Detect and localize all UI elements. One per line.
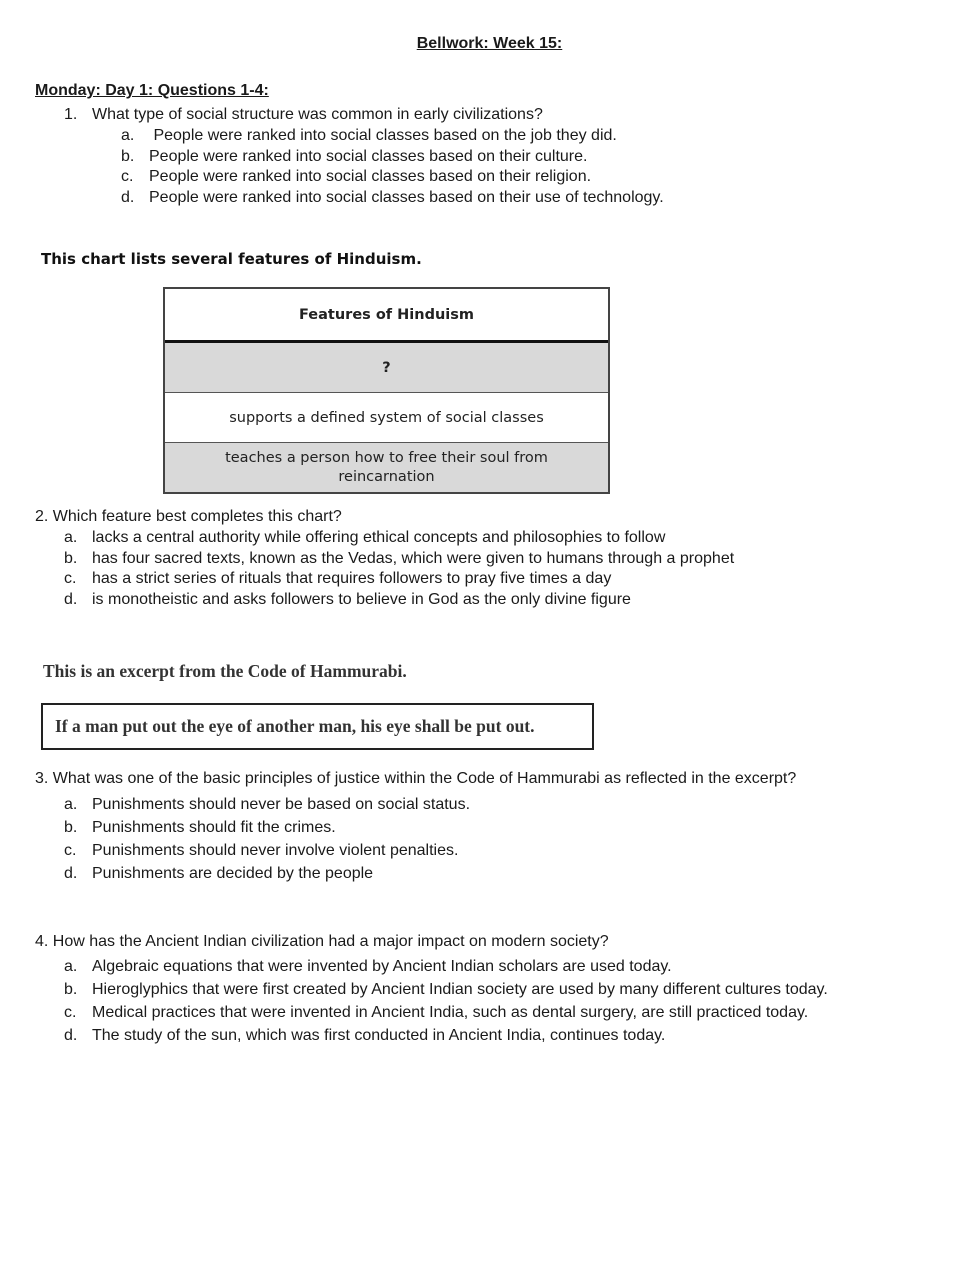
option-text: Punishments should fit the crimes. (92, 819, 336, 836)
option-d (64, 862, 470, 885)
option-letter: d. (64, 865, 78, 882)
option-b (121, 147, 664, 168)
option-letter: b. (64, 981, 78, 998)
option-text: People were ranked into social classes based on their use of technology. (149, 188, 664, 206)
option-text: Punishments should never involve violent penalties. (92, 842, 459, 859)
question-4: 4. How has the Ancient Indian civilization had a major impact on modern society? (35, 933, 609, 950)
option-letter: c. (64, 1004, 77, 1021)
option-d (64, 590, 734, 611)
option-c (64, 839, 470, 862)
option-letter: a. (64, 796, 78, 813)
option-text: Medical practices that were invented in Ancient India, such as dental surgery, are still practiced today. (92, 1004, 809, 1021)
option-b (64, 816, 470, 839)
option-letter: a. (64, 958, 78, 975)
option-text: Punishments are decided by the people (92, 865, 374, 882)
option-text: Punishments should never be based on social status. (92, 796, 471, 813)
option-text: People were ranked into social classes based on their culture. (149, 147, 588, 165)
page-title: Bellwork: Week 15: (416, 35, 563, 52)
question-4-options (64, 955, 828, 1047)
option-text: has a strict series of rituals that requires followers to pray five times a day (92, 570, 612, 587)
option-letter: b. (64, 819, 78, 836)
option-a (64, 528, 734, 549)
option-c (64, 569, 734, 590)
option-d (64, 1024, 828, 1047)
table-row: supports a defined system of social classes (165, 393, 608, 443)
option-letter: c. (64, 570, 77, 587)
question-text: What type of social structure was common in early civilizations? (92, 106, 543, 123)
option-b (64, 978, 828, 1001)
question-number: 1. (64, 106, 78, 123)
option-c (121, 167, 664, 188)
hinduism-features-table (163, 287, 610, 494)
question-3-options (64, 793, 470, 885)
option-text: Algebraic equations that were invented by Ancient Indian scholars are used today. (92, 958, 672, 975)
option-text: Hieroglyphics that were first created by Ancient Indian society are used by many different cultures today. (92, 981, 828, 998)
table-row: ? (165, 343, 608, 393)
option-a (64, 793, 470, 816)
question-2: 2. Which feature best completes this chart? (35, 508, 342, 525)
hinduism-caption: This chart lists several features of Hinduism. (41, 250, 422, 268)
option-a (121, 126, 664, 147)
option-text: is monotheistic and asks followers to believe in God as the only divine figure (92, 590, 631, 608)
option-text: The study of the sun, which was first conducted in Ancient India, continues today. (92, 1027, 666, 1044)
option-letter: d. (64, 590, 78, 608)
option-d (121, 188, 664, 209)
option-letter: b. (64, 549, 78, 567)
option-letter: d. (64, 1027, 78, 1044)
option-c (64, 1001, 828, 1024)
question-2-options (64, 528, 734, 610)
option-letter: c. (64, 842, 77, 859)
question-3: 3. What was one of the basic principles of justice within the Code of Hammurabi as reflected in the excerpt? (35, 770, 797, 787)
option-text: has four sacred texts, known as the Vedas, which were given to humans through a prophet (92, 549, 735, 567)
option-letter: a. (121, 127, 135, 144)
question-1-options (121, 126, 664, 208)
option-letter: c. (121, 168, 134, 185)
hammurabi-excerpt-box: If a man put out the eye of another man, his eye shall be put out. (41, 703, 594, 750)
option-text: People were ranked into social classes based on the job they did. (149, 127, 617, 144)
option-b (64, 549, 734, 570)
option-letter: d. (121, 188, 135, 206)
option-a (64, 955, 828, 978)
option-letter: b. (121, 147, 135, 165)
table-row: teaches a person how to free their soul from reincarnation (165, 443, 608, 492)
hammurabi-caption: This is an excerpt from the Code of Hammurabi. (43, 661, 407, 681)
option-text: People were ranked into social classes based on their religion. (149, 168, 592, 185)
question-1 (64, 106, 543, 124)
option-letter: a. (64, 529, 78, 546)
table-header: Features of Hinduism (165, 289, 608, 343)
section-heading: Monday: Day 1: Questions 1-4: (35, 82, 269, 99)
option-text: lacks a central authority while offering ethical concepts and philosophies to follow (92, 529, 666, 546)
